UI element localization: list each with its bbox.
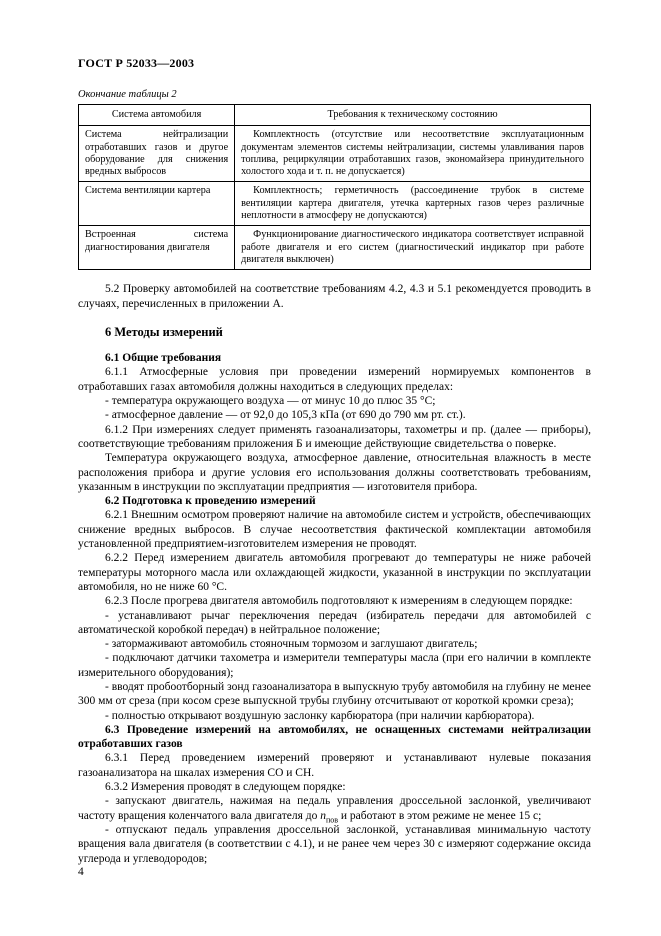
- table-header-system: Система автомобиля: [79, 105, 235, 126]
- paragraph: 6.3.2 Измерения проводят в следующем порядке:: [105, 781, 346, 794]
- paragraph: 6.2.3 После прогрева двигателя автомобиль подготовляют к измерениям в следующем порядке:: [105, 595, 573, 608]
- paragraph: 6.3.1 Перед проведением измерений проверяют и устанавливают нулевые показания газоанализатора на шкалах измерения СО и СН.: [78, 752, 591, 779]
- table-row: [79, 126, 591, 182]
- table-row: [79, 226, 591, 270]
- paragraph: - полностью открывают воздушную заслонку карбюратора (при наличии карбюратора).: [105, 709, 535, 722]
- table-header-requirements: Требования к техническому состоянию: [235, 105, 591, 126]
- page-number: 4: [78, 866, 84, 878]
- paragraph: 6.2.1 Внешним осмотром проверяют наличие на автомобиле систем и устройств, обеспечивающих снижение вредных выбросов. В случае несоответствия фактической комплектации автомобиля установленной предприятием-изготовителем измерения не проводят.: [78, 509, 591, 551]
- cell-vehicle-system: Встроенная система диагностирования двигателя: [79, 226, 235, 270]
- cell-requirement: Функционирование диагностического индикатора соответствует исправной работе двигателя и его систем (диагностический индикатор при работе двигателя выключен): [235, 226, 591, 270]
- paragraph: 6.2.2 Перед измерением двигатель автомобиля прогревают до температуры не ниже рабочей температуры моторного масла или охлаждающей жидкости, указанной в инструкции по эксплуатации автомобиля, но не ниже 60 °С.: [78, 552, 591, 593]
- paragraph: - запускают двигатель, нажимая на педаль управления дроссельной заслонкой, увеличивают частоту вращения коленчатого вала двигателя до $n_{пов}$ и работают в этом режиме не менее 15 с;: [78, 795, 591, 824]
- paragraph: - подключают датчики тахометра и измерители температуры масла (при его наличии в комплекте измерительного оборудования);: [78, 652, 591, 679]
- table-row: [79, 182, 591, 226]
- paragraph: 6.1.2 При измерениях следует применять газоанализаторы, тахометры и пр. (далее — приборы), соответствующие требованиям приложения Б и имеющие действующие свидетельства о поверке.: [78, 423, 591, 450]
- requirements-table: [78, 104, 591, 270]
- cell-requirement: Комплектность (отсутствие или несоответствие эксплуатационным документам элементов системы нейтрализации, системы улавливания паров топлива, рециркуляции отработавших газов, экономайзера принудительного холостого хода и т. п. не допускается): [235, 126, 591, 182]
- cell-requirement: Комплектность; герметичность (рассоединение трубок в системе вентиляции картера двигателя, утечка картерных газов через различные неплотности в атмосферу не допускаются): [235, 182, 591, 226]
- paragraph: - вводят пробоотборный зонд газоанализатора в выпускную трубу автомобиля на глубину не менее 300 мм от среза (при косом срезе выпускной трубы глубину отсчитывают от короткой кромки среза);: [78, 680, 591, 708]
- paragraph: - затормаживают автомобиль стояночным тормозом и заглушают двигатель;: [105, 638, 478, 651]
- section-heading: 6 Методы измерений: [105, 324, 223, 339]
- paragraph: - устанавливают рычаг переключения передач (избиратель передачи для автомобилей с автоматической коробкой передач) в нейтральное положение;: [78, 609, 591, 636]
- paragraph: Температура окружающего воздуха, атмосферное давление, относительная влажность в месте расположения прибора и другие условия его использования должны соответствовать требованиям, указанным в инструкции по эксплуатации предприятия — изготовителя прибора.: [78, 452, 591, 493]
- table-caption: Окончание таблицы 2: [78, 89, 177, 100]
- paragraph: - отпускают педаль управления дроссельной заслонкой, устанавливая минимальную частоту вращения вала двигателя (в соответствии с 4.1), и не ранее чем через 30 с измеряют содержание оксида углерода и углеводородов;: [78, 823, 591, 865]
- cell-vehicle-system: Система нейтрализации отработавших газов и другое оборудование для снижения вредных выбросов: [79, 126, 235, 182]
- subsection-heading: 6.1 Общие требования: [105, 352, 222, 365]
- paragraph: - температура окружающего воздуха — от минус 10 до плюс 35 °С;: [105, 395, 436, 408]
- table-header-row: [79, 105, 591, 126]
- paragraph: - атмосферное давление — от 92,0 до 105,3 кПа (от 690 до 790 мм рт. ст.).: [105, 409, 466, 422]
- cell-vehicle-system: Система вентиляции картера: [79, 182, 235, 226]
- subsection-heading: 6.2 Подготовка к проведению измерений: [105, 495, 316, 508]
- paragraph: 6.1.1 Атмосферные условия при проведении измерений нормируемых компонентов в отработавших газах автомобиля должны находиться в следующих пределах:: [78, 366, 591, 393]
- document-body: [78, 282, 591, 866]
- doc-standard-number: ГОСТ Р 52033—2003: [78, 56, 195, 70]
- subsection-heading: 6.3 Проведение измерений на автомобилях, не оснащенных системами нейтрализации отработавших газов: [78, 723, 591, 751]
- paragraph: 5.2 Проверку автомобилей на соответствие требованиям 4.2, 4.3 и 5.1 рекомендуется проводить в случаях, перечисленных в приложении А.: [78, 283, 591, 310]
